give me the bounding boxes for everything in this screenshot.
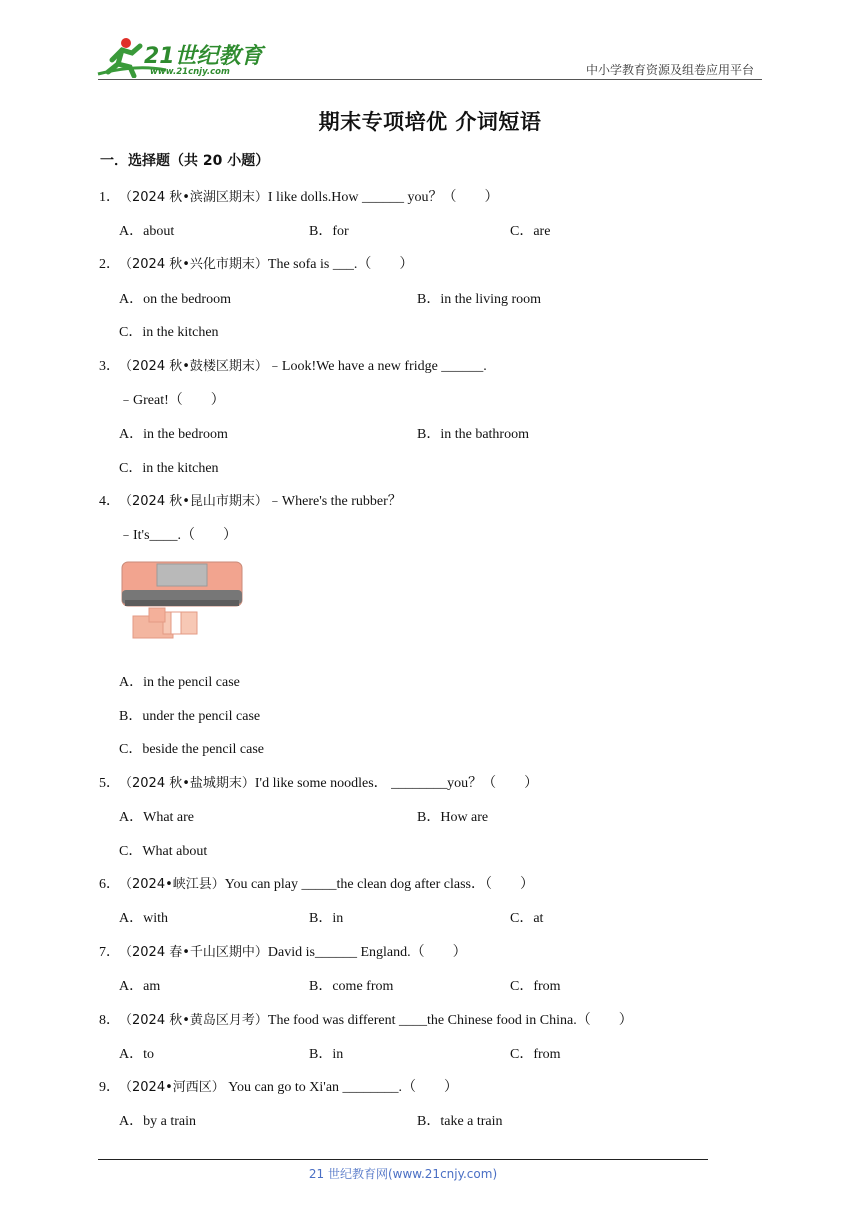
question-source: （2024•河西区） (119, 1080, 225, 1095)
question-3 (99, 355, 487, 375)
option-c[interactable]: C．from (510, 979, 561, 994)
question-5 (99, 772, 538, 792)
option-c[interactable]: C．in the kitchen (119, 325, 219, 340)
question-stem: ﹣Where's the rubber？ (267, 494, 402, 509)
option-a[interactable]: A．am (119, 979, 161, 994)
option-c[interactable]: C．are (510, 224, 551, 239)
question-4 (99, 490, 402, 510)
question-number: 2． (99, 257, 120, 272)
option-b[interactable]: B．in (309, 1047, 344, 1062)
question-source: （2024 秋•鼓楼区期末） (119, 359, 268, 374)
footer-divider (98, 1159, 708, 1160)
section-heading: 一．选择题（共 20 小题） (100, 153, 270, 169)
header-divider (98, 79, 762, 80)
option-a[interactable]: A．by a train (119, 1114, 196, 1129)
option-a[interactable]: A．to (119, 1047, 154, 1062)
question-stem: I'd like some noodles． ________you？（ ） (254, 776, 539, 791)
question-source: （2024 秋•黄岛区月考） (119, 1013, 268, 1028)
option-b[interactable]: B．How are (417, 810, 489, 825)
pencil-case-rubber-image (119, 556, 245, 648)
question-7 (99, 941, 467, 961)
option-b[interactable]: B．in the living room (417, 292, 542, 307)
question-number: 8． (99, 1013, 120, 1028)
question-8 (99, 1009, 633, 1029)
option-c[interactable]: C．at (510, 911, 544, 926)
option-b[interactable]: B．come from (309, 979, 394, 994)
option-a[interactable]: A．with (119, 911, 168, 926)
question-1 (99, 186, 499, 206)
question-2 (99, 253, 413, 273)
platform-label: 中小学教育资源及组卷应用平台 (585, 63, 754, 77)
option-a[interactable]: A．in the bedroom (119, 427, 228, 442)
question-source: （2024 秋•兴化市期末） (119, 257, 268, 272)
site-logo (96, 34, 266, 78)
question-source: （2024 秋•昆山市期末） (119, 494, 268, 509)
question-stem: The food was different ____the Chinese food in China.（ ） (267, 1013, 633, 1028)
option-a[interactable]: A．What are (119, 810, 195, 825)
question-number: 5． (99, 776, 120, 791)
option-b[interactable]: B．take a train (417, 1114, 503, 1129)
option-b[interactable]: B．in (309, 911, 344, 926)
question-source: （2024 春•千山区期中） (119, 945, 268, 960)
option-b[interactable]: B．for (309, 224, 349, 239)
option-c[interactable]: C．What about (119, 844, 208, 859)
option-a[interactable]: A．about (119, 224, 175, 239)
question-stem: You can go to Xi'an ________.（ ） (224, 1080, 459, 1095)
option-a[interactable]: A．in the pencil case (119, 675, 240, 690)
option-c[interactable]: C．beside the pencil case (119, 742, 265, 757)
question-stem: I like dolls.How ______ you？（ ） (267, 190, 499, 205)
question-source: （2024 秋•滨湖区期末） (119, 190, 268, 205)
question-source: （2024 秋•盐城期末） (119, 776, 255, 791)
question-source: （2024•峡江县） (119, 877, 225, 892)
question-stem: You can play _____the clean dog after class．（ ） (224, 877, 534, 892)
option-c[interactable]: C．in the kitchen (119, 461, 219, 476)
option-c[interactable]: C．from (510, 1047, 561, 1062)
question-stem: ﹣Look!We have a new fridge ______. (267, 359, 487, 374)
question-number: 1． (99, 190, 120, 205)
option-b[interactable]: B．under the pencil case (119, 709, 261, 724)
logo-url: www.21cnjy.com (150, 67, 230, 77)
question-6 (99, 873, 534, 893)
question-line: ﹣It's____.（ ） (119, 528, 238, 543)
question-stem: David is______ England.（ ） (267, 945, 467, 960)
question-number: 9． (99, 1080, 120, 1095)
question-number: 4． (99, 494, 120, 509)
question-line: ﹣Great!（ ） (119, 393, 225, 408)
logo-text: 21世纪教育 (144, 44, 263, 69)
option-a[interactable]: A．on the bedroom (119, 292, 231, 307)
question-number: 6． (99, 877, 120, 892)
question-number: 7． (99, 945, 120, 960)
option-b[interactable]: B．in the bathroom (417, 427, 529, 442)
page-title: 期末专项培优 介词短语 (318, 110, 542, 134)
question-number: 3． (99, 359, 120, 374)
question-9 (99, 1076, 458, 1096)
footer-link[interactable]: 21 世纪教育网(www.21cnjy.com) (308, 1167, 498, 1181)
question-stem: The sofa is ___.（ ） (267, 257, 414, 272)
